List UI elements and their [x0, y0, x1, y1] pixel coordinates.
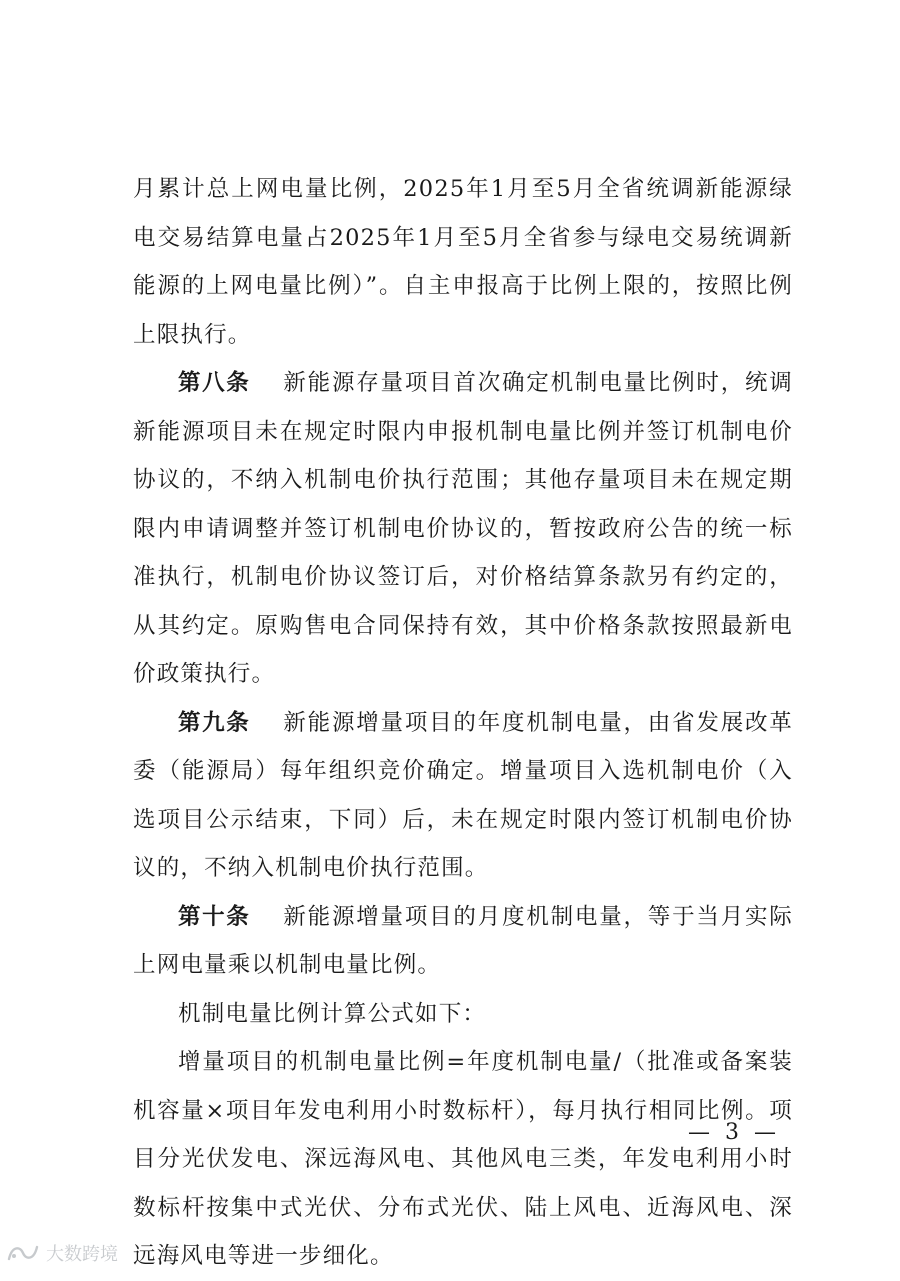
document-body	[133, 165, 793, 1281]
paragraph-continuation	[133, 165, 793, 359]
article-label: 第九条	[178, 709, 275, 736]
brand-logo-icon	[6, 1242, 40, 1264]
watermark-text: 大数跨境	[46, 1244, 118, 1265]
article-9	[133, 699, 793, 893]
watermark	[6, 1240, 118, 1266]
article-10	[133, 893, 793, 990]
page-number: — 3 —	[688, 1120, 780, 1145]
article-8	[133, 359, 793, 699]
paragraph-text: 新能源存量项目首次确定机制电量比例时，统调新能源项目未在规定时限内申报机制电量比例并签订机制电价协议的，不纳入机制电价执行范围；其他存量项目未在规定期限内申请调整并签订机制电价协议的，暂按政府公告的统一标准执行，机制电价协议签订后，对价格结算条款另有约定的，从其约定。原购售电合同保持有效，其中价格条款按照最新电价政策执行。	[133, 370, 793, 687]
formula-intro	[133, 990, 793, 1039]
paragraph-text: 机制电量比例计算公式如下：	[178, 1000, 487, 1027]
article-label: 第十条	[178, 903, 275, 930]
paragraph-text: 月累计总上网电量比例，2025年1月至5月全省统调新能源绿电交易结算电量占2025年1月至5月全省参与绿电交易统调新能源的上网电量比例）”。自主申报高于比例上限的，按照比例上限执行。	[133, 176, 793, 348]
formula-paragraph	[133, 1038, 793, 1281]
article-label: 第八条	[178, 370, 275, 396]
paragraph-text: 新能源增量项目的年度机制电量，由省发展改革委（能源局）每年组织竞价确定。增量项目入选机制电价（入选项目公示结束，下同）后，未在规定时限内签订机制电价协议的，不纳入机制电价执行范围。	[133, 709, 793, 881]
paragraph-text: 增量项目的机制电量比例=年度机制电量/（批准或备案装机容量×项目年发电利用小时数标杆），每月执行相同比例。项目分光伏发电、深远海风电、其他风电三类，年发电利用小时数标杆按集中式光伏、分布式光伏、陆上风电、近海风电、深远海风电等进一步细化。	[133, 1049, 793, 1269]
paragraph-text: 新能源增量项目的月度机制电量，等于当月实际上网电量乘以机制电量比例。	[133, 903, 793, 978]
